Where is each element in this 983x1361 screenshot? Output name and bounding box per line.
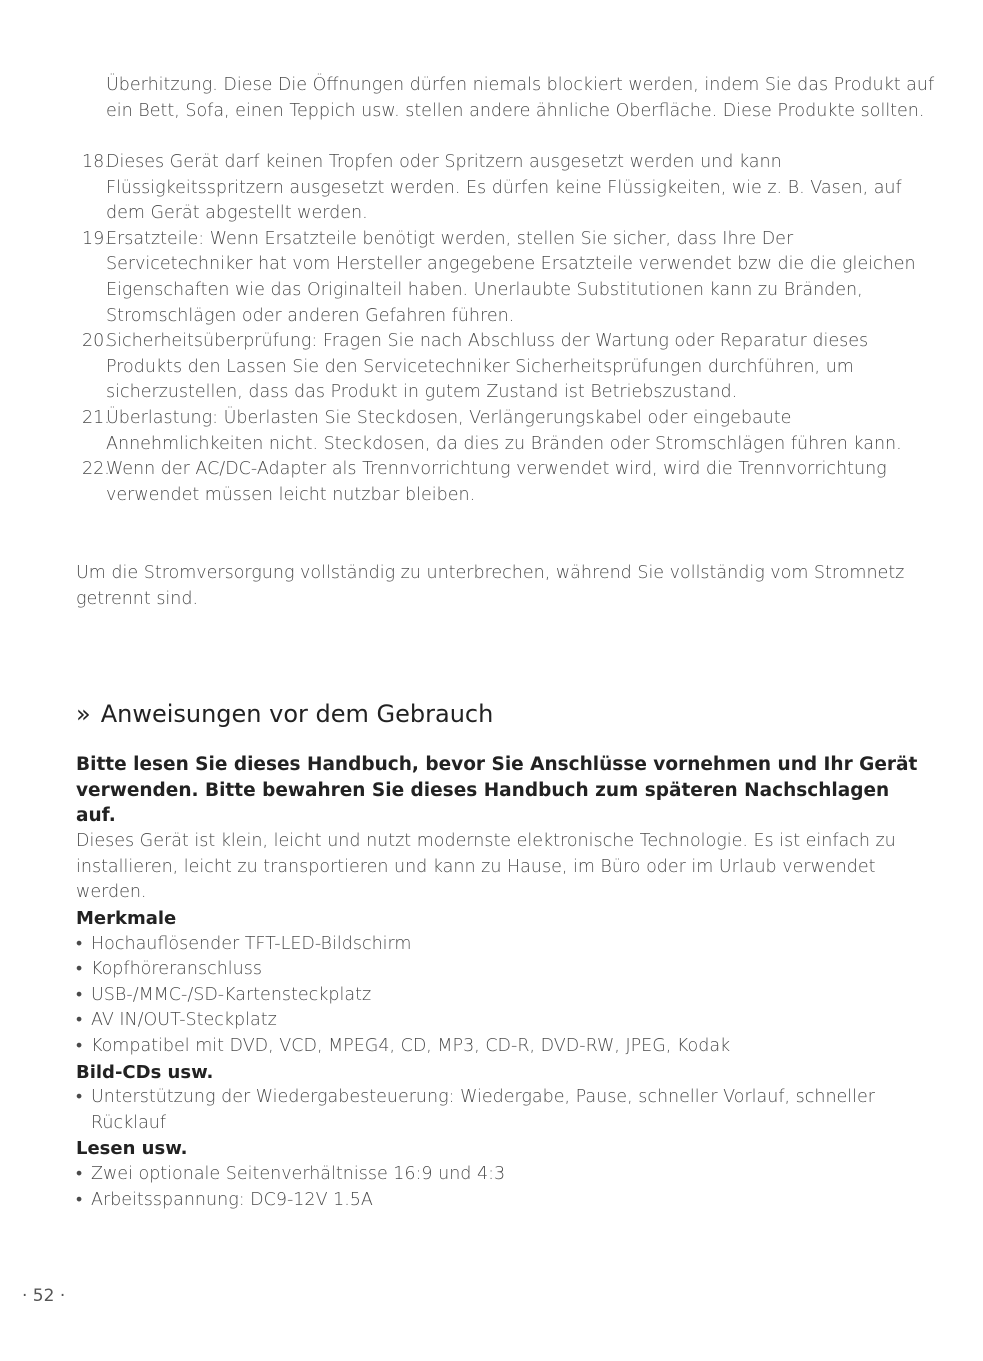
picture-cd-heading: Bild-CDs usw. — [76, 1061, 214, 1083]
closing-paragraph: Um die Stromversorgung vollständig zu unterbrechen, während Sie vollständig vom Stromnetz getrennt sind. — [76, 563, 905, 609]
list-item — [78, 227, 938, 329]
item-number: 19. — [82, 228, 110, 249]
list-item: • Zwei optionale Seitenverhältnisse 16:9 und 4:3 — [76, 1162, 936, 1188]
list-item — [78, 150, 938, 227]
item-text: Sicherheitsüberprüfung: Fragen Sie nach Abschluss der Wartung oder Reparatur dieses Produkts den Lassen Sie den Servicetechniker Sicherheitsprüfungen durchführen, um sicherzustellen, dass das Produkt in gutem Zustand ist Betriebszustand. — [106, 331, 869, 403]
features-block — [76, 906, 936, 1213]
list-item: • AV IN/OUT-Steckplatz — [76, 1008, 936, 1034]
list-item: • Hochauflösender TFT-LED-Bildschirm — [76, 932, 936, 958]
section-title: Anweisungen vor dem Gebrauch — [100, 700, 494, 728]
list-item — [78, 457, 938, 508]
list-item: • Kopfhöreranschluss — [76, 957, 936, 983]
list-item — [78, 329, 938, 406]
section-marker: » — [76, 700, 91, 728]
item-number: 18. — [82, 152, 110, 172]
features-list — [76, 932, 936, 1060]
lead-paragraph: Bitte lesen Sie dieses Handbuch, bevor Sie Anschlüsse vornehmen und Ihr Gerät verwenden. Bitte bewahren Sie dieses Handbuch zum späteren Nachschlagen auf. — [76, 754, 918, 827]
list-item: • Kompatibel mit DVD, VCD, MPEG4, CD, MP3, CD-R, DVD-RW, JPEG, Kodak — [76, 1034, 936, 1060]
intro-paragraph: Dieses Gerät ist klein, leicht und nutzt modernste elektronische Technologie. Es ist einfach zu installieren, leicht zu transportieren und kann zu Hause, im Büro oder im Urlaub verwendet werden. — [76, 831, 896, 903]
item-text: Überlastung: Überlasten Sie Steckdosen, Verlängerungskabel oder eingebaute Annehmlichkeiten nicht. Steckdosen, da dies zu Bränden oder Stromschlägen führen kann. — [106, 407, 902, 454]
playback-list — [76, 1085, 936, 1136]
features-heading: Merkmale — [76, 908, 177, 929]
item-text: Dieses Gerät darf keinen Tropfen oder Spritzern ausgesetzt werden und kann Flüssigkeitsspritzern ausgesetzt werden. Es dürfen keine Flüssigkeiten, wie z. B. Vasen, auf dem Gerät abgestellt werden. — [106, 152, 902, 224]
safety-list — [78, 150, 938, 508]
item-text: Ersatzteile: Wenn Ersatzteile benötigt werden, stellen Sie sicher, dass Ihre Der Servicetechniker hat vom Hersteller angegebene Ersatzteile verwendet bzw die die gleichen Eigenschaften wie das Originalteil haben. Unerlaubte Substitutionen kann zu Bränden, Stromschlägen oder anderen Gefahren führen. — [106, 228, 916, 326]
list-item: • USB-/MMC-/SD-Kartensteckplatz — [76, 983, 936, 1009]
item-number: 21. — [82, 407, 110, 428]
list-item: • Unterstützung der Wiedergabesteuerung: Wiedergabe, Pause, schneller Vorlauf, schneller Rücklauf — [76, 1085, 936, 1136]
reading-heading: Lesen usw. — [76, 1138, 188, 1160]
page-number: · 52 · — [22, 1286, 66, 1306]
item-number: 22. — [82, 459, 110, 480]
specs-list — [76, 1162, 936, 1213]
item-number: 20. — [82, 331, 110, 352]
list-item: • Arbeitsspannung: DC9-12V 1.5A — [76, 1188, 936, 1214]
item-text: Wenn der AC/DC-Adapter als Trennvorrichtung verwendet wird, wird die Trennvorrichtung verwendet müssen leicht nutzbar bleiben. — [106, 459, 887, 505]
list-item — [78, 406, 938, 457]
continuation-paragraph: Überhitzung. Diese Die Öffnungen dürfen niemals blockiert werden, indem Sie das Produkt auf ein Bett, Sofa, einen Teppich usw. stellen andere ähnliche Oberfläche. Diese Produkte sollten. — [106, 75, 935, 121]
section-heading — [76, 700, 493, 728]
